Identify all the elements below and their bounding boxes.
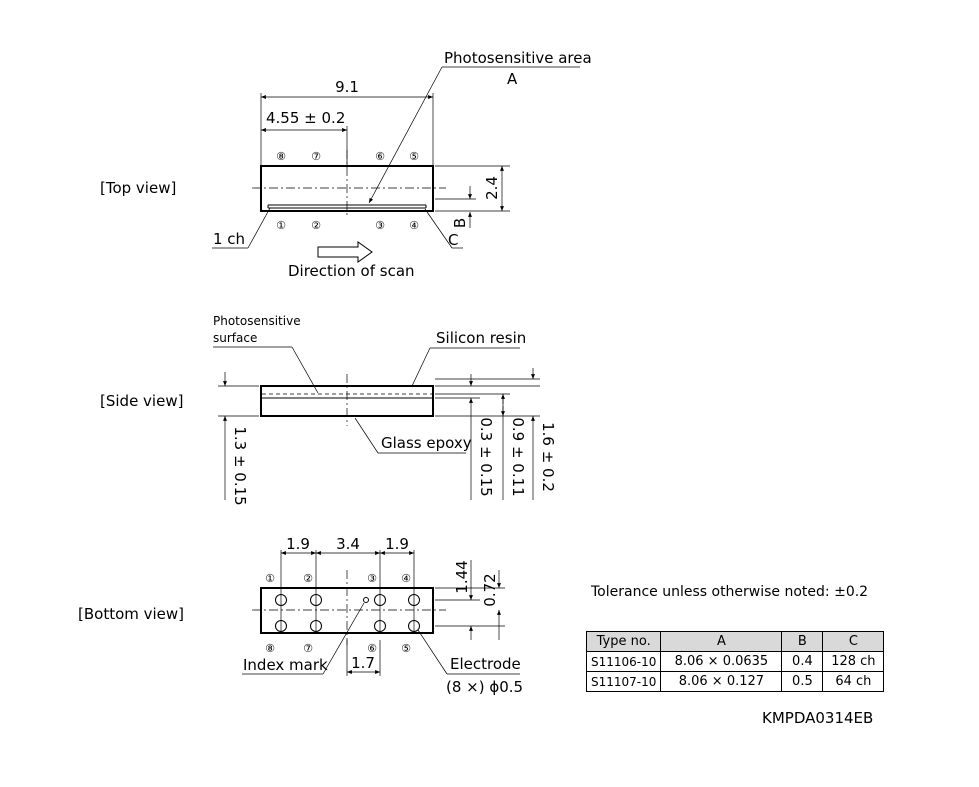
glass-epoxy-label: Glass epoxy (381, 434, 472, 452)
side-view-label: [Side view] (100, 392, 184, 410)
bottom-view-label: [Bottom view] (78, 605, 185, 623)
table-cell: S11106-10 (587, 652, 661, 672)
pin-label: ③ (367, 572, 377, 585)
dim-072: 0.72 (481, 573, 499, 607)
photosensitive-surface-label: Photosensitive (213, 314, 301, 328)
dim-34: 3.4 (336, 535, 360, 553)
pin-label: ② (303, 572, 313, 585)
table-cell: 64 ch (823, 672, 884, 692)
photosensitive-surface-label: surface (213, 331, 258, 345)
pin-label: ⑦ (311, 150, 321, 163)
dim-13: 1.3 ± 0.15 (231, 426, 249, 506)
dim-half: 4.55 ± 0.2 (266, 109, 346, 127)
pin-label: ③ (375, 219, 385, 232)
table-cell: 8.06 × 0.127 (661, 672, 782, 692)
type-table (586, 631, 884, 692)
ch1-label: 1 ch (213, 230, 246, 248)
pin-label: ⑦ (303, 642, 313, 655)
table-header-row (587, 632, 884, 652)
table-cell: 128 ch (823, 652, 884, 672)
table-cell: 0.4 (782, 652, 823, 672)
dim-16: 1.6 ± 0.2 (539, 422, 557, 492)
pin-label: ⑧ (265, 642, 275, 655)
table-cell: S11107-10 (587, 672, 661, 692)
table-cell: 8.06 × 0.0635 (661, 652, 782, 672)
pin-label: ④ (401, 572, 411, 585)
index-mark (364, 598, 369, 603)
silicon-resin-label: Silicon resin (436, 329, 527, 347)
dim-19b: 1.9 (385, 535, 409, 553)
photosensitive-leader (369, 67, 442, 203)
table-row (587, 652, 884, 672)
table-row (587, 672, 884, 692)
scan-direction-arrow (318, 242, 372, 262)
electrode-size: (8 ×) ϕ0.5 (446, 678, 524, 696)
pin-label: ① (276, 219, 286, 232)
pin-label: ② (311, 219, 321, 232)
dim-09: 0.9 ± 0.11 (509, 417, 527, 497)
electrode-label: Electrode (450, 655, 521, 673)
dim-03: 0.3 ± 0.15 (477, 417, 495, 497)
dim-144: 1.44 (453, 560, 471, 594)
tolerance-note: Tolerance unless otherwise noted: ±0.2 (591, 584, 869, 600)
label-c: C (448, 231, 459, 249)
dim-17: 1.7 (351, 654, 375, 672)
label-b: B (451, 217, 469, 229)
direction-label: Direction of scan (288, 262, 415, 280)
photosensitive-area-label: Photosensitive area (444, 49, 592, 67)
index-mark-label: Index mark (243, 656, 328, 674)
dim-height: 2.4 (483, 176, 501, 200)
pin-label: ① (265, 572, 275, 585)
table-cell: 0.5 (782, 672, 823, 692)
table-header: Type no. (587, 632, 661, 652)
pin-label: ⑥ (367, 642, 377, 655)
table-header: C (823, 632, 884, 652)
pin-label: ⑤ (409, 150, 419, 163)
pin-label: ⑥ (375, 150, 385, 163)
drawing-code: KMPDA0314EB (762, 709, 874, 727)
table-header: B (782, 632, 823, 652)
pin-label: ⑤ (401, 642, 411, 655)
label-a: A (507, 70, 518, 88)
pin-label: ⑧ (276, 150, 286, 163)
silicon-resin-leader (412, 348, 430, 386)
dim-19a: 1.9 (286, 535, 310, 553)
electrode-leader (418, 630, 447, 674)
table-header: A (661, 632, 782, 652)
glass-epoxy-leader (355, 418, 378, 453)
top-view-label: [Top view] (100, 179, 177, 197)
pin-label: ④ (409, 219, 419, 232)
dim-length: 9.1 (335, 78, 359, 96)
